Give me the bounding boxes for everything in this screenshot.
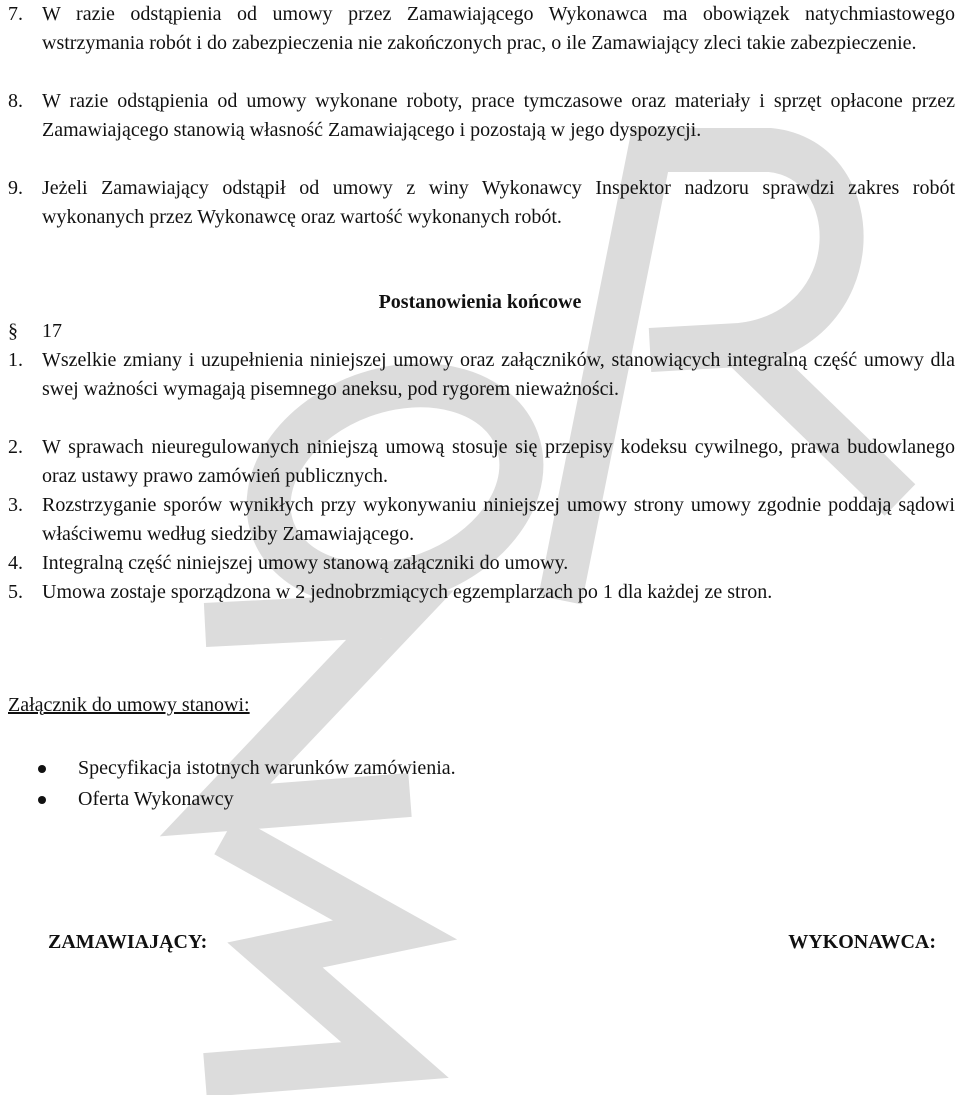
bullet-icon <box>38 765 46 773</box>
list-item-number: 2. <box>8 436 23 458</box>
list-item-number: 8. <box>8 90 23 112</box>
section-number <box>8 317 62 346</box>
list-item-text: W sprawach nieuregulowanych niniejszą umową stosuje się przepisy kodeksu cywilnego, prawa budowlanego oraz ustawy prawo zamówień publicznych. <box>42 436 955 487</box>
list-item-number: 4. <box>8 552 23 574</box>
list-item-text: Rozstrzyganie sporów wynikłych przy wykonywaniu niniejszej umowy strony umowy zgodnie poddają sądowi właściwemu według siedziby Zamawiającego. <box>42 494 955 545</box>
list-item-text: W razie odstąpienia od umowy wykonane roboty, prace tymczasowe oraz materiały i sprzęt opłacone przez Zamawiającego stanowią własność Zamawiającego i pozostają w jego dyspozycji. <box>42 90 955 141</box>
bullet-icon <box>38 796 46 804</box>
list-item-number: 7. <box>8 3 23 25</box>
list-item-text: Umowa zostaje sporządzona w 2 jednobrzmiących egzemplarzach po 1 dla każdej ze stron. <box>42 581 773 603</box>
final-item-1 <box>8 346 955 404</box>
final-item-4 <box>8 549 955 578</box>
list-item-9 <box>8 174 955 232</box>
section-heading: Postanowienia końcowe <box>378 291 582 313</box>
list-item-8 <box>8 87 955 145</box>
final-item-2 <box>8 433 955 491</box>
list-item-number: 1. <box>8 349 23 371</box>
list-item-text: Wszelkie zmiany i uzupełnienia niniejszej umowy oraz załączników, stanowiących integralną część umowy dla swej ważności wymagają pisemnego aneksu, pod rygorem nieważności. <box>42 349 955 400</box>
list-item-7 <box>8 0 955 58</box>
attachments-title: Załącznik do umowy stanowi: <box>8 694 250 716</box>
attachment-item <box>38 785 234 814</box>
attachment-item <box>38 754 456 783</box>
signature-right: WYKONAWCA: <box>788 931 936 953</box>
attachment-item-text: Oferta Wykonawcy <box>78 788 234 810</box>
list-item-text: W razie odstąpienia od umowy przez Zamawiającego Wykonawca ma obowiązek natychmiastowego wstrzymania robót i do zabezpieczenia nie zakończonych prac, o ile Zamawiający zleci takie zabezpieczenie. <box>42 3 955 54</box>
list-item-number: 9. <box>8 177 23 199</box>
attachment-item-text: Specyfikacja istotnych warunków zamówienia. <box>78 757 456 779</box>
signature-left: ZAMAWIAJĄCY: <box>48 931 208 953</box>
list-item-number: 5. <box>8 581 23 603</box>
final-item-3 <box>8 491 955 549</box>
section-number-value: 17 <box>42 320 62 342</box>
list-item-text: Integralną część niniejszej umowy stanową załączniki do umowy. <box>42 552 569 574</box>
list-item-text: Jeżeli Zamawiający odstąpił od umowy z winy Wykonawcy Inspektor nadzoru sprawdzi zakres robót wykonanych przez Wykonawcę oraz wartość wykonanych robót. <box>42 177 955 228</box>
list-item-number: 3. <box>8 494 23 516</box>
final-item-5 <box>8 578 955 607</box>
paragraph-symbol: § <box>8 320 18 342</box>
